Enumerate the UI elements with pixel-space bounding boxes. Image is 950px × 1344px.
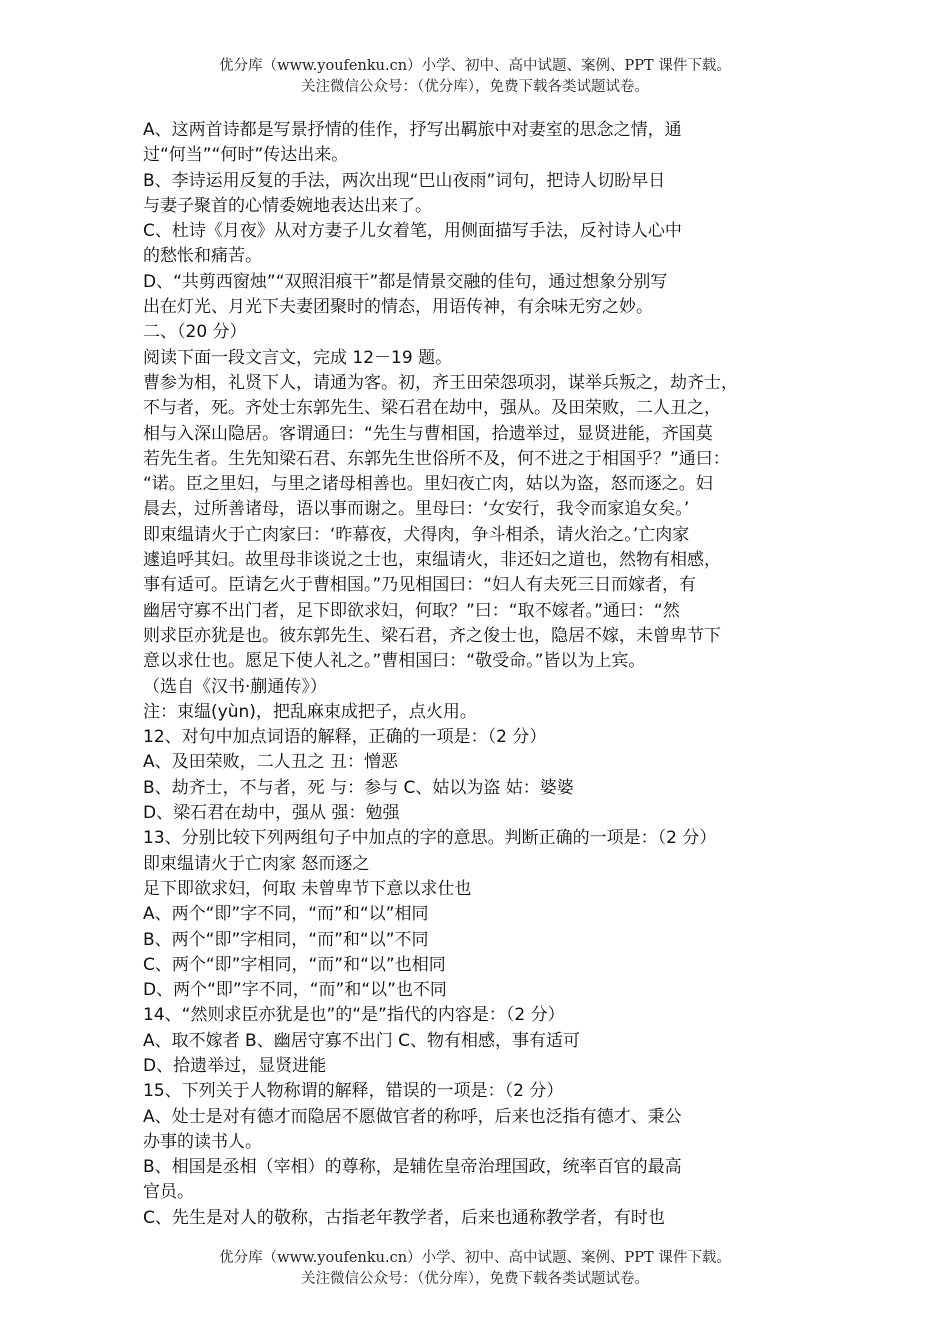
text-line: D、“共剪西窗烛”“双照泪痕干”都是情景交融的佳句，通过想象分别写 (143, 271, 668, 292)
text-line: B、相国是丞相（宰相）的尊称，是辅佐皇帝治理国政，统率百官的最高 (143, 1157, 682, 1178)
text-line: 意以求仕也。愿足下使人礼之。”曹相国曰：“敬受命。”皆以为上宾。 (143, 651, 646, 672)
text-line: 的愁怅和痛苦。 (143, 246, 262, 267)
text-line: 办事的读书人。 (143, 1131, 262, 1152)
footer-line-2: 关注微信公众号：（优分库），免费下载各类试题试卷。 (301, 1271, 649, 1287)
text-line: “诺。臣之里妇，与里之诸母相善也。里妇夜亡肉，姑以为盗，怒而逐之。妇 (143, 474, 713, 495)
text-line: D、拾遗举过，显贤进能 (143, 1055, 327, 1076)
text-line: 即束缊请火于亡肉家 怒而逐之 (143, 853, 370, 874)
text-line: 二、（20 分） (143, 322, 247, 343)
text-line: 晨去，过所善诸母，语以事而谢之。里母曰：‘女安行，我令而家追女矣。’ (143, 499, 690, 520)
footer-line-1: 优分库（www.youfenku.cn）小学、初中、高中试题、案例、PPT 课件下载。 (219, 1250, 731, 1266)
text-line: 遽追呼其妇。故里母非谈说之士也，束缊请火，非还妇之道也，然物有相感， (143, 550, 721, 571)
text-line: 足下即欲求妇，何取 未曾卑节下意以求仕也 (143, 878, 472, 899)
header-line-1: 优分库（www.youfenku.cn）小学、初中、高中试题、案例、PPT 课件下载。 (219, 58, 731, 74)
text-line: 过“何当”“何时”传达出来。 (143, 145, 349, 166)
text-line: B、劫齐士，不与者，死 与：参与 C、姑以为盗 姑：婆婆 (143, 777, 574, 798)
text-line: B、李诗运用反复的手法，两次出现“巴山夜雨”词句，把诗人切盼早日 (143, 170, 666, 191)
text-line: C、先生是对人的敬称，古指老年教学者，后来也通称教学者，有时也 (143, 1207, 665, 1228)
text-line: A、取不嫁者 B、幽居守寡不出门 C、物有相感，事有适可 (143, 1030, 580, 1051)
text-line: D、梁石君在劫中，强从 强：勉强 (143, 803, 400, 824)
text-line: C、两个“即”字相同，“而”和“以”也相同 (143, 954, 446, 975)
text-line: 阅读下面一段文言文，完成 12－19 题。 (143, 347, 453, 368)
text-line: C、杜诗《月夜》从对方妻子儿女着笔，用侧面描写手法，反衬诗人心中 (143, 221, 682, 242)
text-line: 官员。 (143, 1182, 194, 1203)
text-line: A、及田荣败，二人丑之 丑：憎恶 (143, 752, 399, 773)
header-line-2: 关注微信公众号：（优分库），免费下载各类试题试卷。 (301, 79, 649, 95)
text-line: B、两个“即”字相同，“而”和“以”不同 (143, 929, 429, 950)
text-line: 13、分别比较下列两组句子中加点的字的意思。判断正确的一项是：（2 分） (143, 828, 717, 849)
text-line: 曹参为相，礼贤下人，请通为客。初，齐王田荣怨项羽，谋举兵叛之，劫齐士， (143, 372, 738, 393)
text-line: A、这两首诗都是写景抒情的佳作，抒写出羁旅中对妻室的思念之情，通 (143, 120, 682, 140)
text-line: 若先生者。生先知梁石君、东郭先生世俗所不及，何不进之于相国乎？”通曰： (143, 448, 730, 469)
text-line: 不与者，死。齐处士东郭先生、梁石君在劫中，强从。及田荣败，二人丑之， (143, 398, 721, 419)
text-line: 出在灯光、月光下夫妻团聚时的情态，用语传神，有余味无穷之妙。 (143, 297, 653, 318)
text-line: 12、对句中加点词语的解释，正确的一项是：（2 分） (143, 727, 547, 748)
page-footer (0, 1248, 950, 1290)
text-line: （选自《汉书·蒯通传》） (143, 676, 327, 697)
document-body (143, 118, 813, 1231)
text-line: 15、下列关于人物称谓的解释，错误的一项是：（2 分） (143, 1081, 564, 1102)
page-header (0, 56, 950, 98)
text-line: A、处士是对有德才而隐居不愿做官者的称呼，后来也泛指有德才、秉公 (143, 1106, 682, 1127)
text-line: 即束缊请火于亡肉家曰：‘昨幕夜，犬得肉，争斗相杀，请火治之。’亡肉家 (143, 524, 690, 545)
text-line: 事有适可。臣请乞火于曹相国。”乃见相国曰：“妇人有夫死三日而嫁者，有 (143, 575, 697, 596)
text-line: 注：束缊(yùn)，把乱麻束成把子，点火用。 (143, 701, 477, 722)
text-line: 幽居守寡不出门者，足下即欲求妇，何取？”曰：“取不嫁者。”通曰：“然 (143, 600, 680, 621)
text-line: 14、“然则求臣亦犹是也”的“是”指代的内容是：（2 分） (143, 1005, 565, 1026)
text-line: 则求臣亦犹是也。彼东郭先生、梁石君，齐之俊士也，隐居不嫁，未曾卑节下 (143, 625, 721, 646)
text-line: 相与入深山隐居。客谓通曰：“先生与曹相国，拾遗举过，显贤进能，齐国莫 (143, 423, 713, 444)
text-line: A、两个“即”字不同，“而”和“以”相同 (143, 904, 429, 925)
text-line: 与妻子聚首的心情委婉地表达出来了。 (143, 195, 432, 216)
text-line: D、两个“即”字不同，“而”和“以”也不同 (143, 980, 447, 1001)
